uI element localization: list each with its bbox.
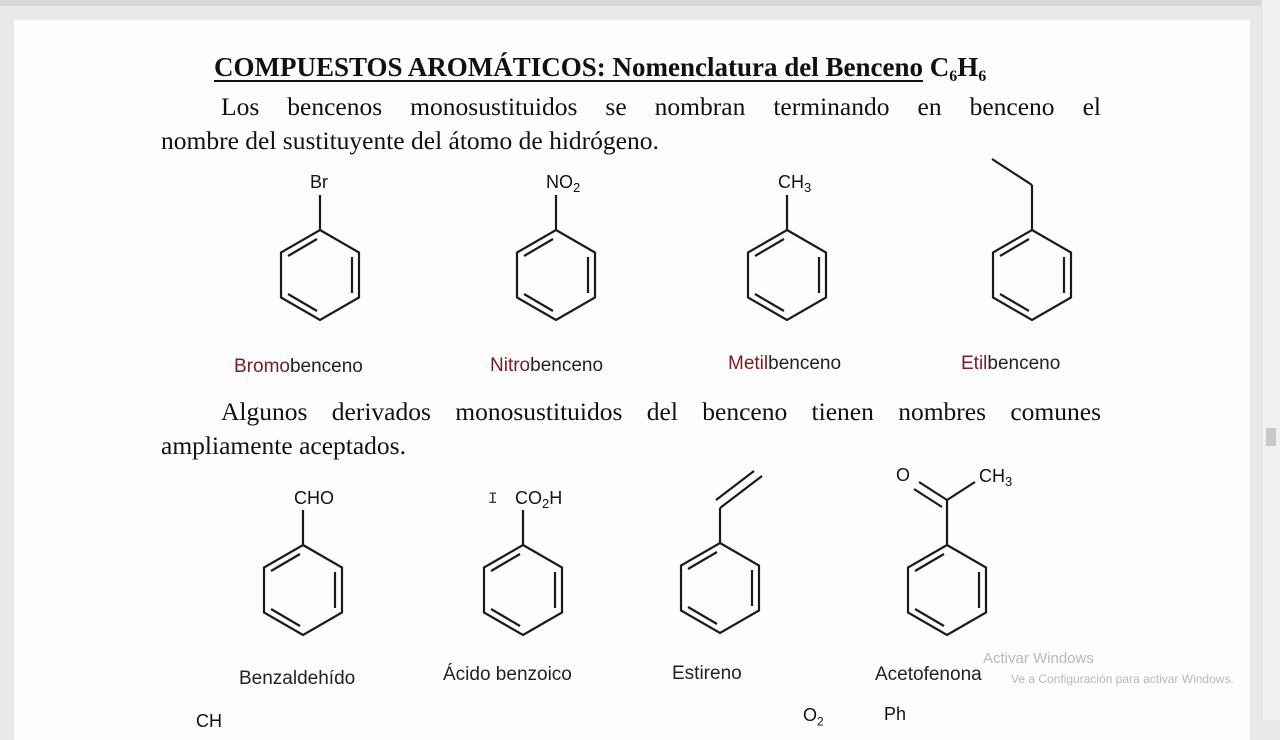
benzaldehyde-name: Benzaldehído bbox=[239, 668, 356, 689]
partial-label-mid: $O_2$ bbox=[803, 705, 824, 729]
methylbenzene-name: Metilbenceno bbox=[728, 353, 842, 374]
nitro-substituent-label: $NO_2$ bbox=[546, 172, 581, 195]
activation-watermark-text: Ve a Configuración para activar Windows. bbox=[1011, 672, 1234, 686]
styrene-structure bbox=[670, 538, 770, 643]
vertical-scrollbar[interactable] bbox=[1261, 0, 1280, 720]
nitrobenzene-name: Nitrobenceno bbox=[490, 355, 604, 376]
methyl-substituent-label: $CH_3$ bbox=[778, 172, 812, 195]
paragraph-line: Los bencenos monosustituidos se nombran terminando en benceno el bbox=[221, 92, 1101, 121]
partial-label-right: Ph bbox=[884, 704, 907, 724]
paragraph-monosustituidos bbox=[161, 90, 1101, 158]
title-formula: $C_6H_6$ bbox=[929, 52, 987, 85]
acetophenone-name: Acetofenona bbox=[875, 664, 982, 685]
acetophenone-structure bbox=[897, 540, 997, 645]
carboxyl-substituent-label: $CO_2H$ bbox=[515, 488, 563, 511]
paragraph-line: nombre del sustituyente del átomo de hidrógeno. bbox=[161, 126, 659, 155]
ethylbenzene-structure bbox=[982, 225, 1082, 330]
benzoic-acid-structure bbox=[473, 540, 573, 645]
window-top-edge bbox=[0, 0, 1280, 6]
paragraph-line: ampliamente aceptados. bbox=[161, 431, 406, 460]
text-cursor-icon: I bbox=[488, 490, 498, 508]
bromo-substituent-label: Br bbox=[310, 172, 328, 192]
ketone-oxygen-label: O bbox=[896, 465, 911, 485]
partial-label-left: CH bbox=[196, 711, 222, 731]
aldehyde-substituent-label: CHO bbox=[294, 488, 334, 508]
nitrobenzene-structure bbox=[506, 225, 606, 330]
styrene-name: Estireno bbox=[672, 663, 742, 684]
benzoic-acid-name: Ácido benzoico bbox=[443, 664, 572, 685]
title-text: COMPUESTOS AROMÁTICOS: Nomenclatura del Benceno bbox=[214, 52, 924, 82]
paragraph-line: Algunos derivados monosustituidos del benceno tienen nombres comunes bbox=[221, 397, 1101, 426]
page-title bbox=[214, 52, 986, 86]
activation-watermark-title: Activar Windows bbox=[983, 650, 1094, 667]
bromobenzene-structure bbox=[270, 225, 370, 330]
paragraph-nombres-comunes bbox=[161, 395, 1101, 463]
scrollbar-thumb[interactable] bbox=[1266, 428, 1276, 446]
methylbenzene-structure bbox=[737, 225, 837, 330]
ketone-methyl-label: $CH_3$ bbox=[979, 466, 1013, 489]
benzaldehyde-structure bbox=[253, 540, 353, 645]
bromobenzene-name: Bromobenceno bbox=[234, 356, 363, 377]
ethylbenzene-name: Etilbenceno bbox=[961, 353, 1061, 374]
